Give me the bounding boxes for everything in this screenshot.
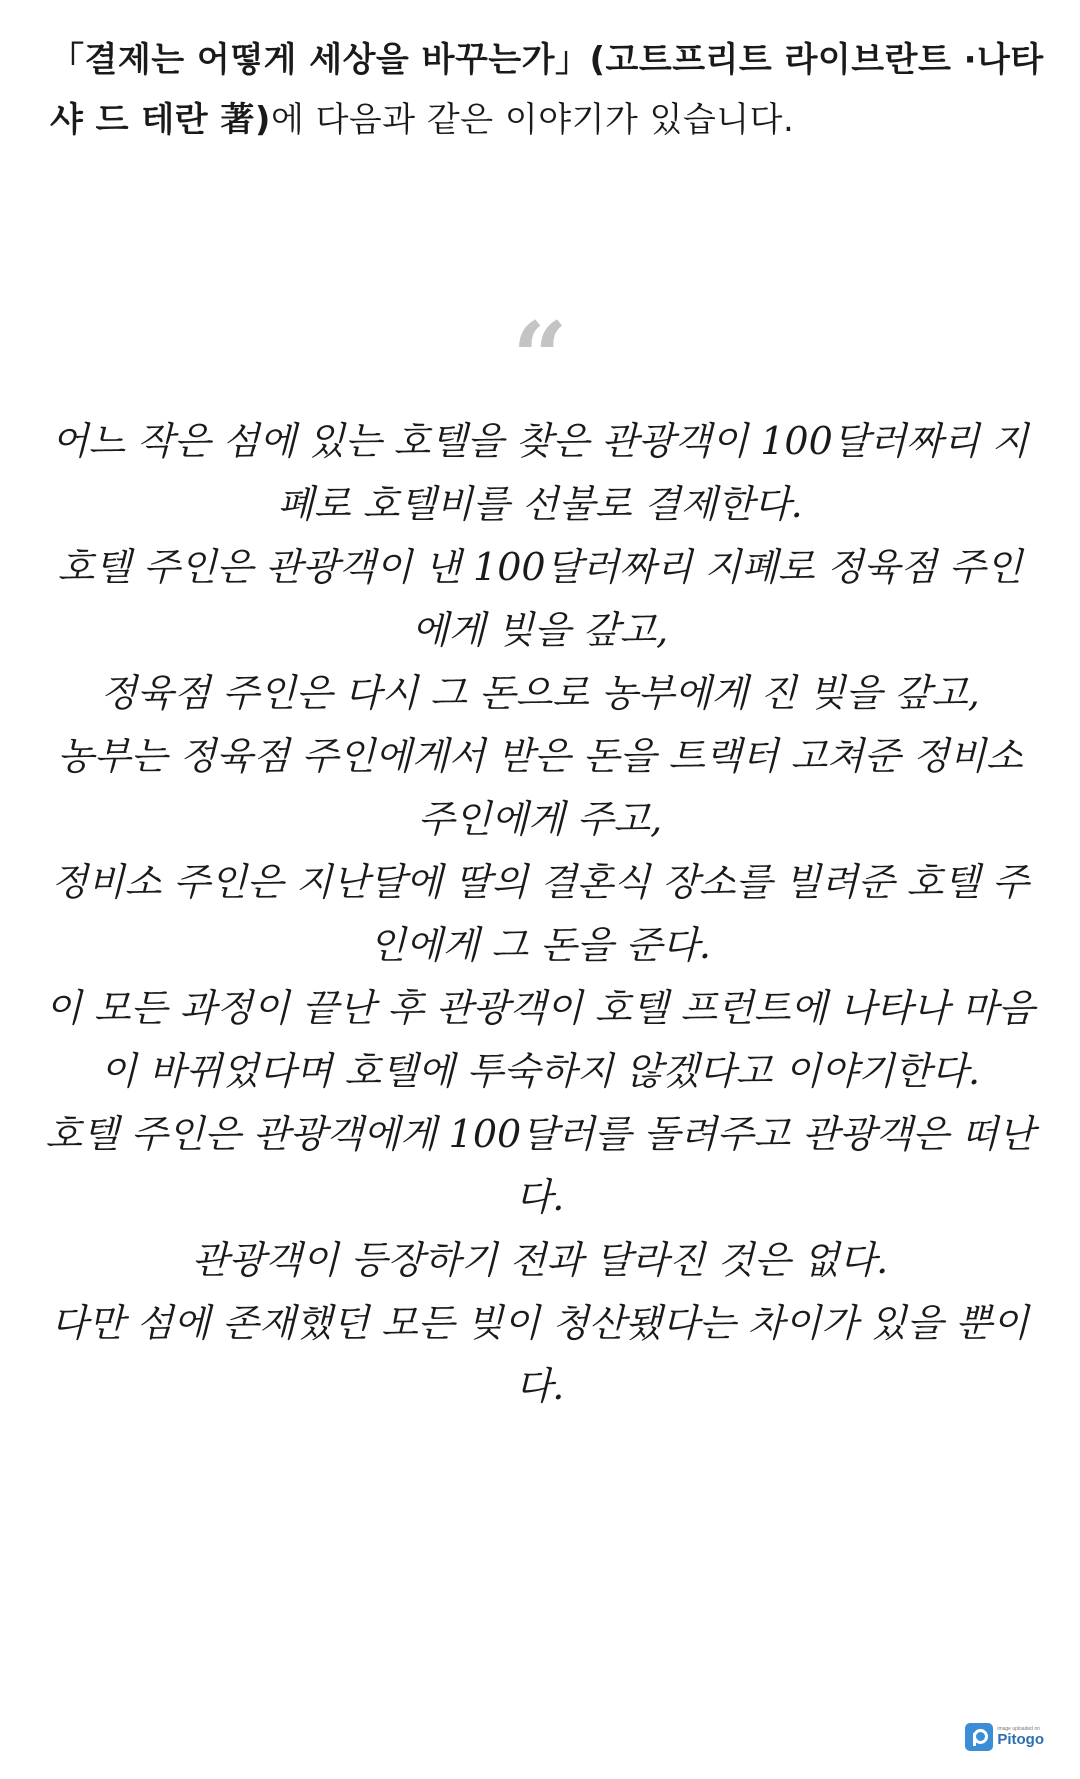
quote-line: 다만 섬에 존재했던 모든 빚이 청산됐다는 차이가 있을 뿐이다.	[51, 1301, 1029, 1408]
intro-paragraph	[50, 30, 1050, 150]
quote-mark-icon: “	[512, 310, 568, 390]
quote-line: 이 모든 과정이 끝난 후 관광객이 호텔 프런트에 나타나 마음이 바뀌었다며 호텔에 투숙하지 않겠다고 이야기한다.	[45, 986, 1035, 1093]
quote-line: 정비소 주인은 지난달에 딸의 결혼식 장소를 빌려준 호텔 주인에게 그 돈을 준다.	[51, 860, 1029, 967]
intro-continuation: 에 다음과 같은 이야기가 있습니다.	[270, 100, 795, 140]
blockquote	[40, 410, 1040, 1418]
quote-line: 정육점 주인은 다시 그 돈으로 농부에게 진 빚을 갚고,	[100, 671, 980, 715]
pitogo-logo-icon	[965, 1723, 993, 1751]
quote-line: 농부는 정육점 주인에게서 받은 돈을 트랙터 고쳐준 정비소 주인에게 주고,	[57, 734, 1023, 841]
quote-line: 호텔 주인은 관광객에게 100달러를 돌려주고 관광객은 떠난다.	[45, 1112, 1035, 1219]
quote-line: 어느 작은 섬에 있는 호텔을 찾은 관광객이 100달러짜리 지폐로 호텔비를 선불로 결제한다.	[51, 419, 1029, 526]
watermark-text	[997, 1727, 1044, 1747]
book-reference: 「결제는 어떻게 세상을 바꾸는가」(고트프리트 라이브란트 ·나타샤 드 테란 著)	[50, 40, 1044, 140]
watermark-brand: Pitogo	[997, 1731, 1044, 1748]
watermark-caption: image uploaded on	[997, 1726, 1040, 1732]
pitogo-watermark	[965, 1723, 1044, 1751]
quote-line: 관광객이 등장하기 전과 달라진 것은 없다.	[191, 1238, 889, 1282]
quote-line: 호텔 주인은 관광객이 낸 100달러짜리 지폐로 정육점 주인에게 빚을 갚고,	[57, 545, 1023, 652]
